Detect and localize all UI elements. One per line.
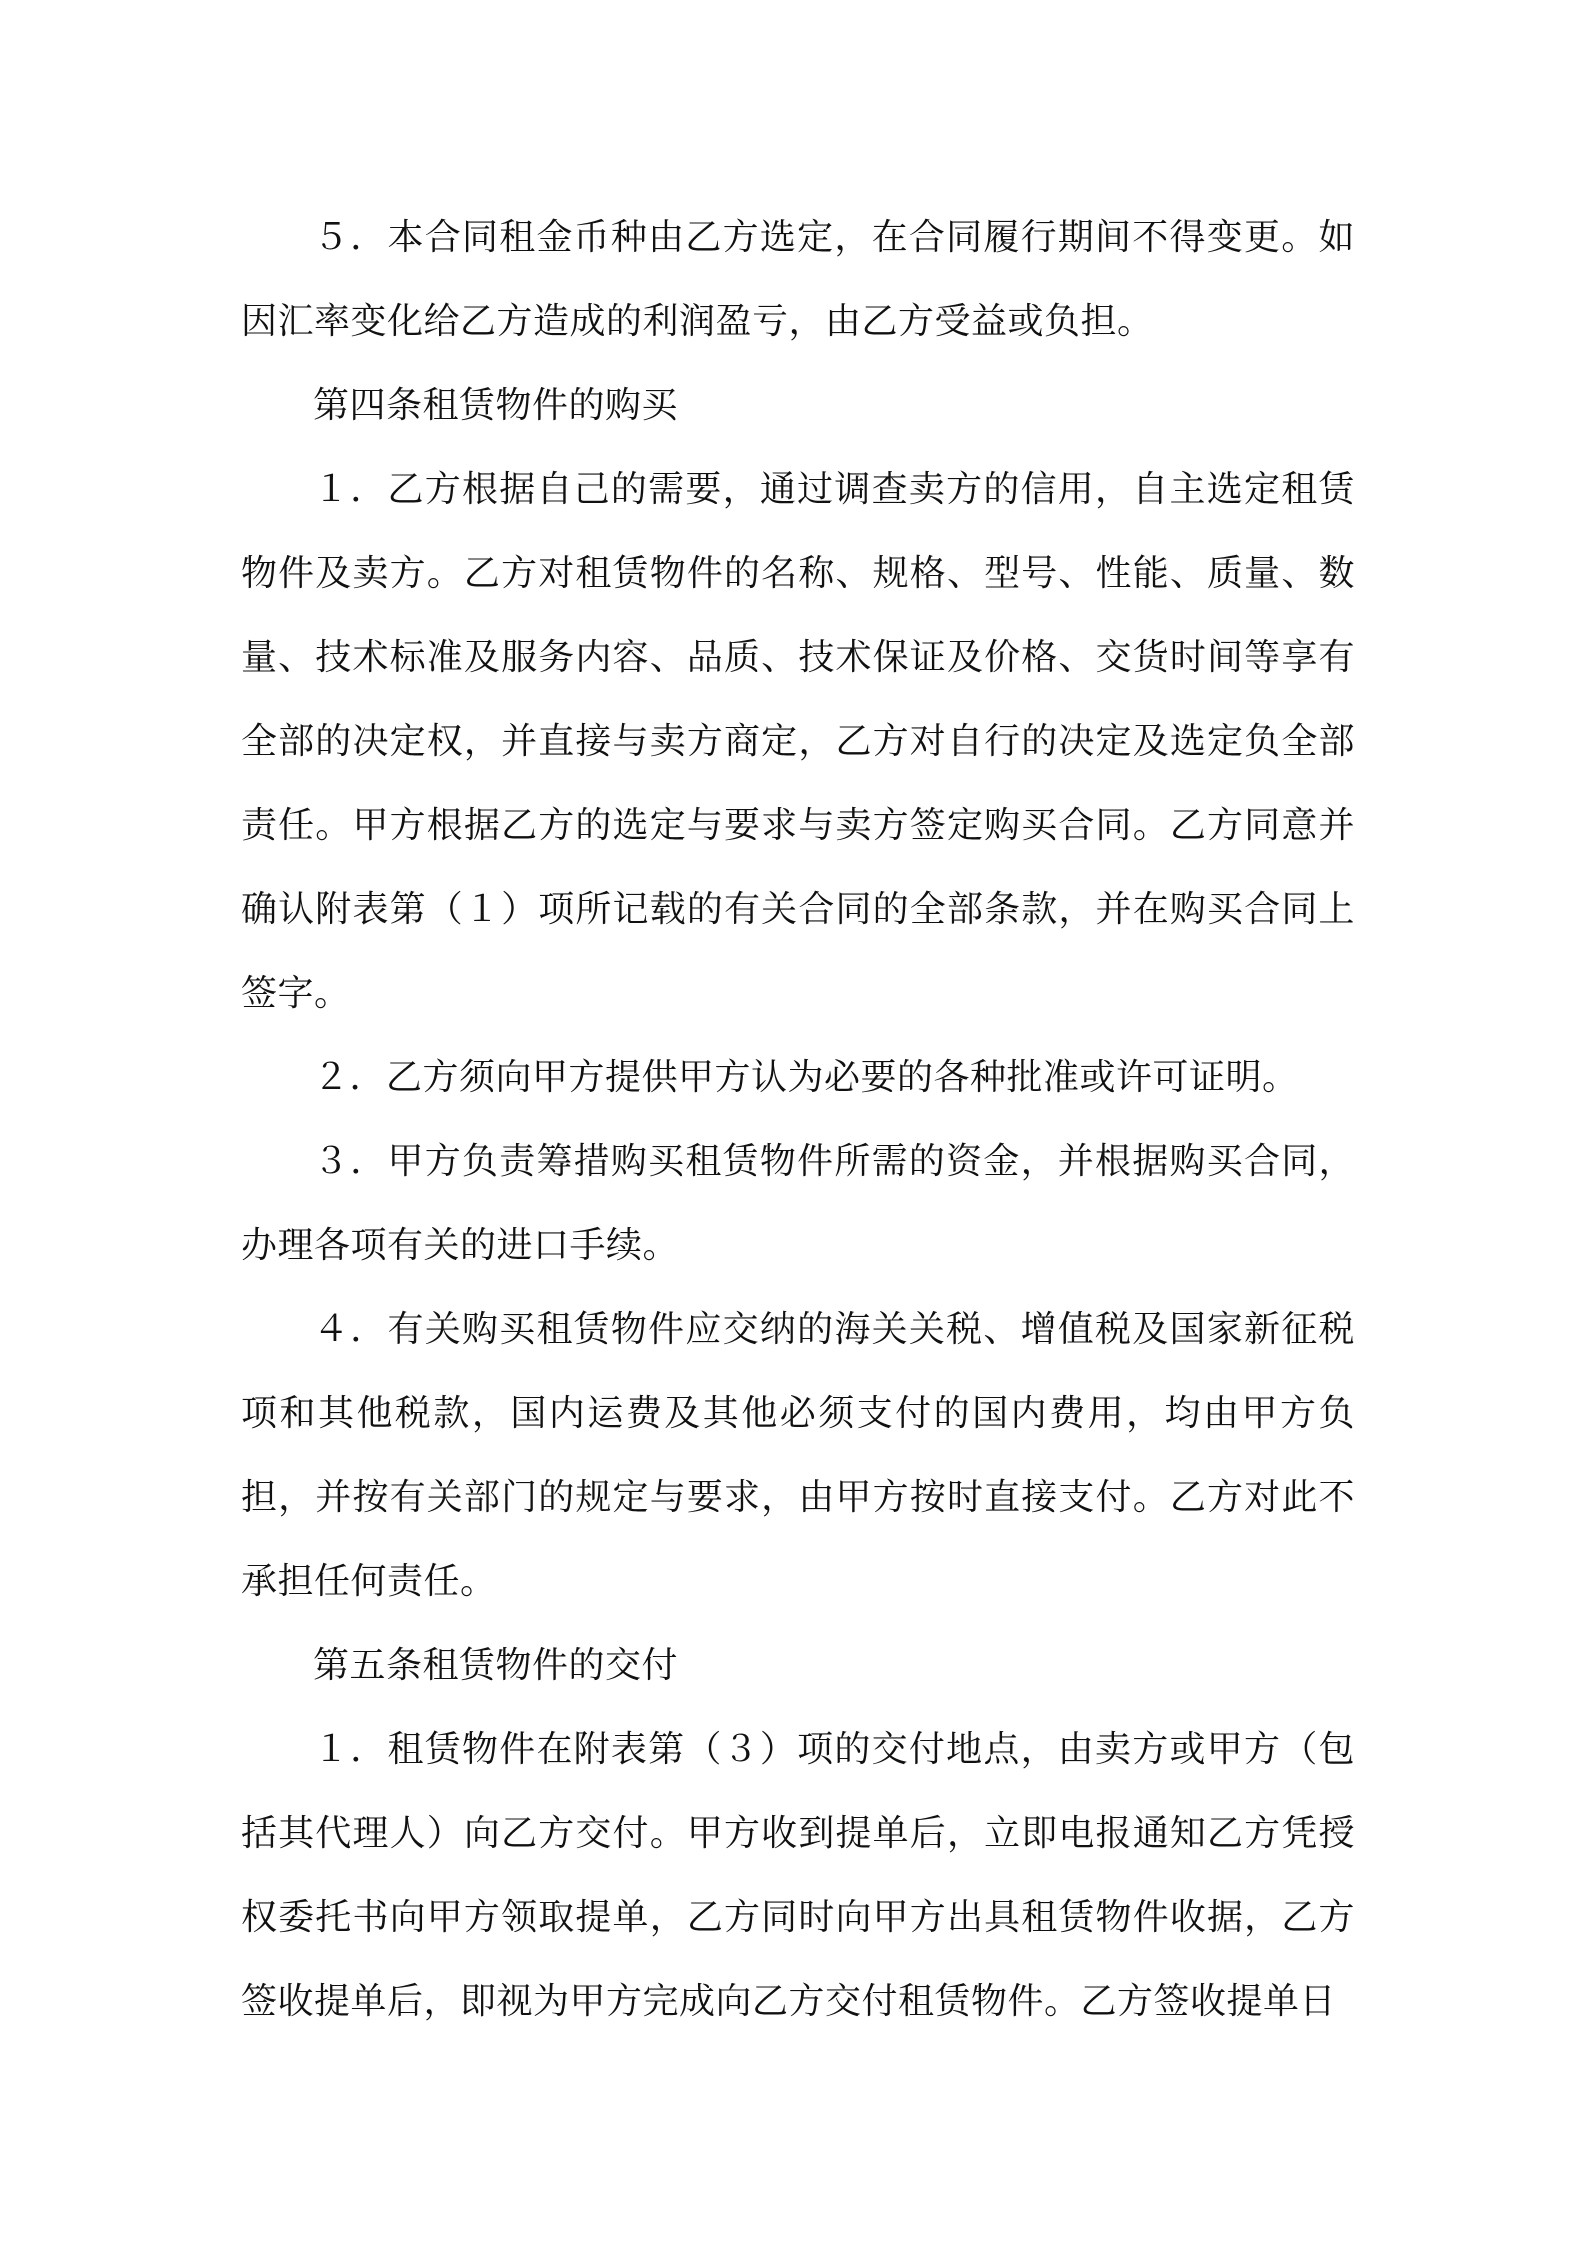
clause-3-5: ５．本合同租金币种由乙方选定，在合同履行期间不得变更。如因汇率变化给乙方造成的利润盈亏，由乙方受益或负担。 <box>241 217 1355 342</box>
clause-4-2: ２．乙方须向甲方提供甲方认为必要的各种批准或许可证明。 <box>313 1057 1299 1098</box>
clause-4-1: １．乙方根据自己的需要，通过调查卖方的信用，自主选定租赁物件及卖方。乙方对租赁物件的名称、规格、型号、性能、质量、数量、技术标准及服务内容、品质、技术保证及价格、交货时间等享有全部的决定权，并直接与卖方商定，乙方对自行的决定及选定负全部责任。甲方根据乙方的选定与要求与卖方签定购买合同。乙方同意并确认附表第（１）项所记载的有关合同的全部条款，并在购买合同上签字。 <box>241 469 1355 1014</box>
clause-4-4: ４．有关购买租赁物件应交纳的海关关税、增值税及国家新征税项和其他税款，国内运费及其他必须支付的国内费用，均由甲方负担，并按有关部门的规定与要求，由甲方按时直接支付。乙方对此不承担任何责任。 <box>241 1309 1355 1602</box>
article-5-heading: 第五条租赁物件的交付 <box>313 1645 679 1686</box>
document-body <box>241 196 1355 2044</box>
article-4-heading: 第四条租赁物件的购买 <box>313 385 679 426</box>
clause-5-1: １．租赁物件在附表第（３）项的交付地点，由卖方或甲方（包括其代理人）向乙方交付。甲方收到提单后，立即电报通知乙方凭授权委托书向甲方领取提单，乙方同时向甲方出具租赁物件收据，乙方签收提单后，即视为甲方完成向乙方交付租赁物件。乙方签收提单日 <box>241 1729 1355 2022</box>
clause-4-3: ３．甲方负责筹措购买租赁物件所需的资金，并根据购买合同，办理各项有关的进口手续。 <box>241 1141 1355 1266</box>
